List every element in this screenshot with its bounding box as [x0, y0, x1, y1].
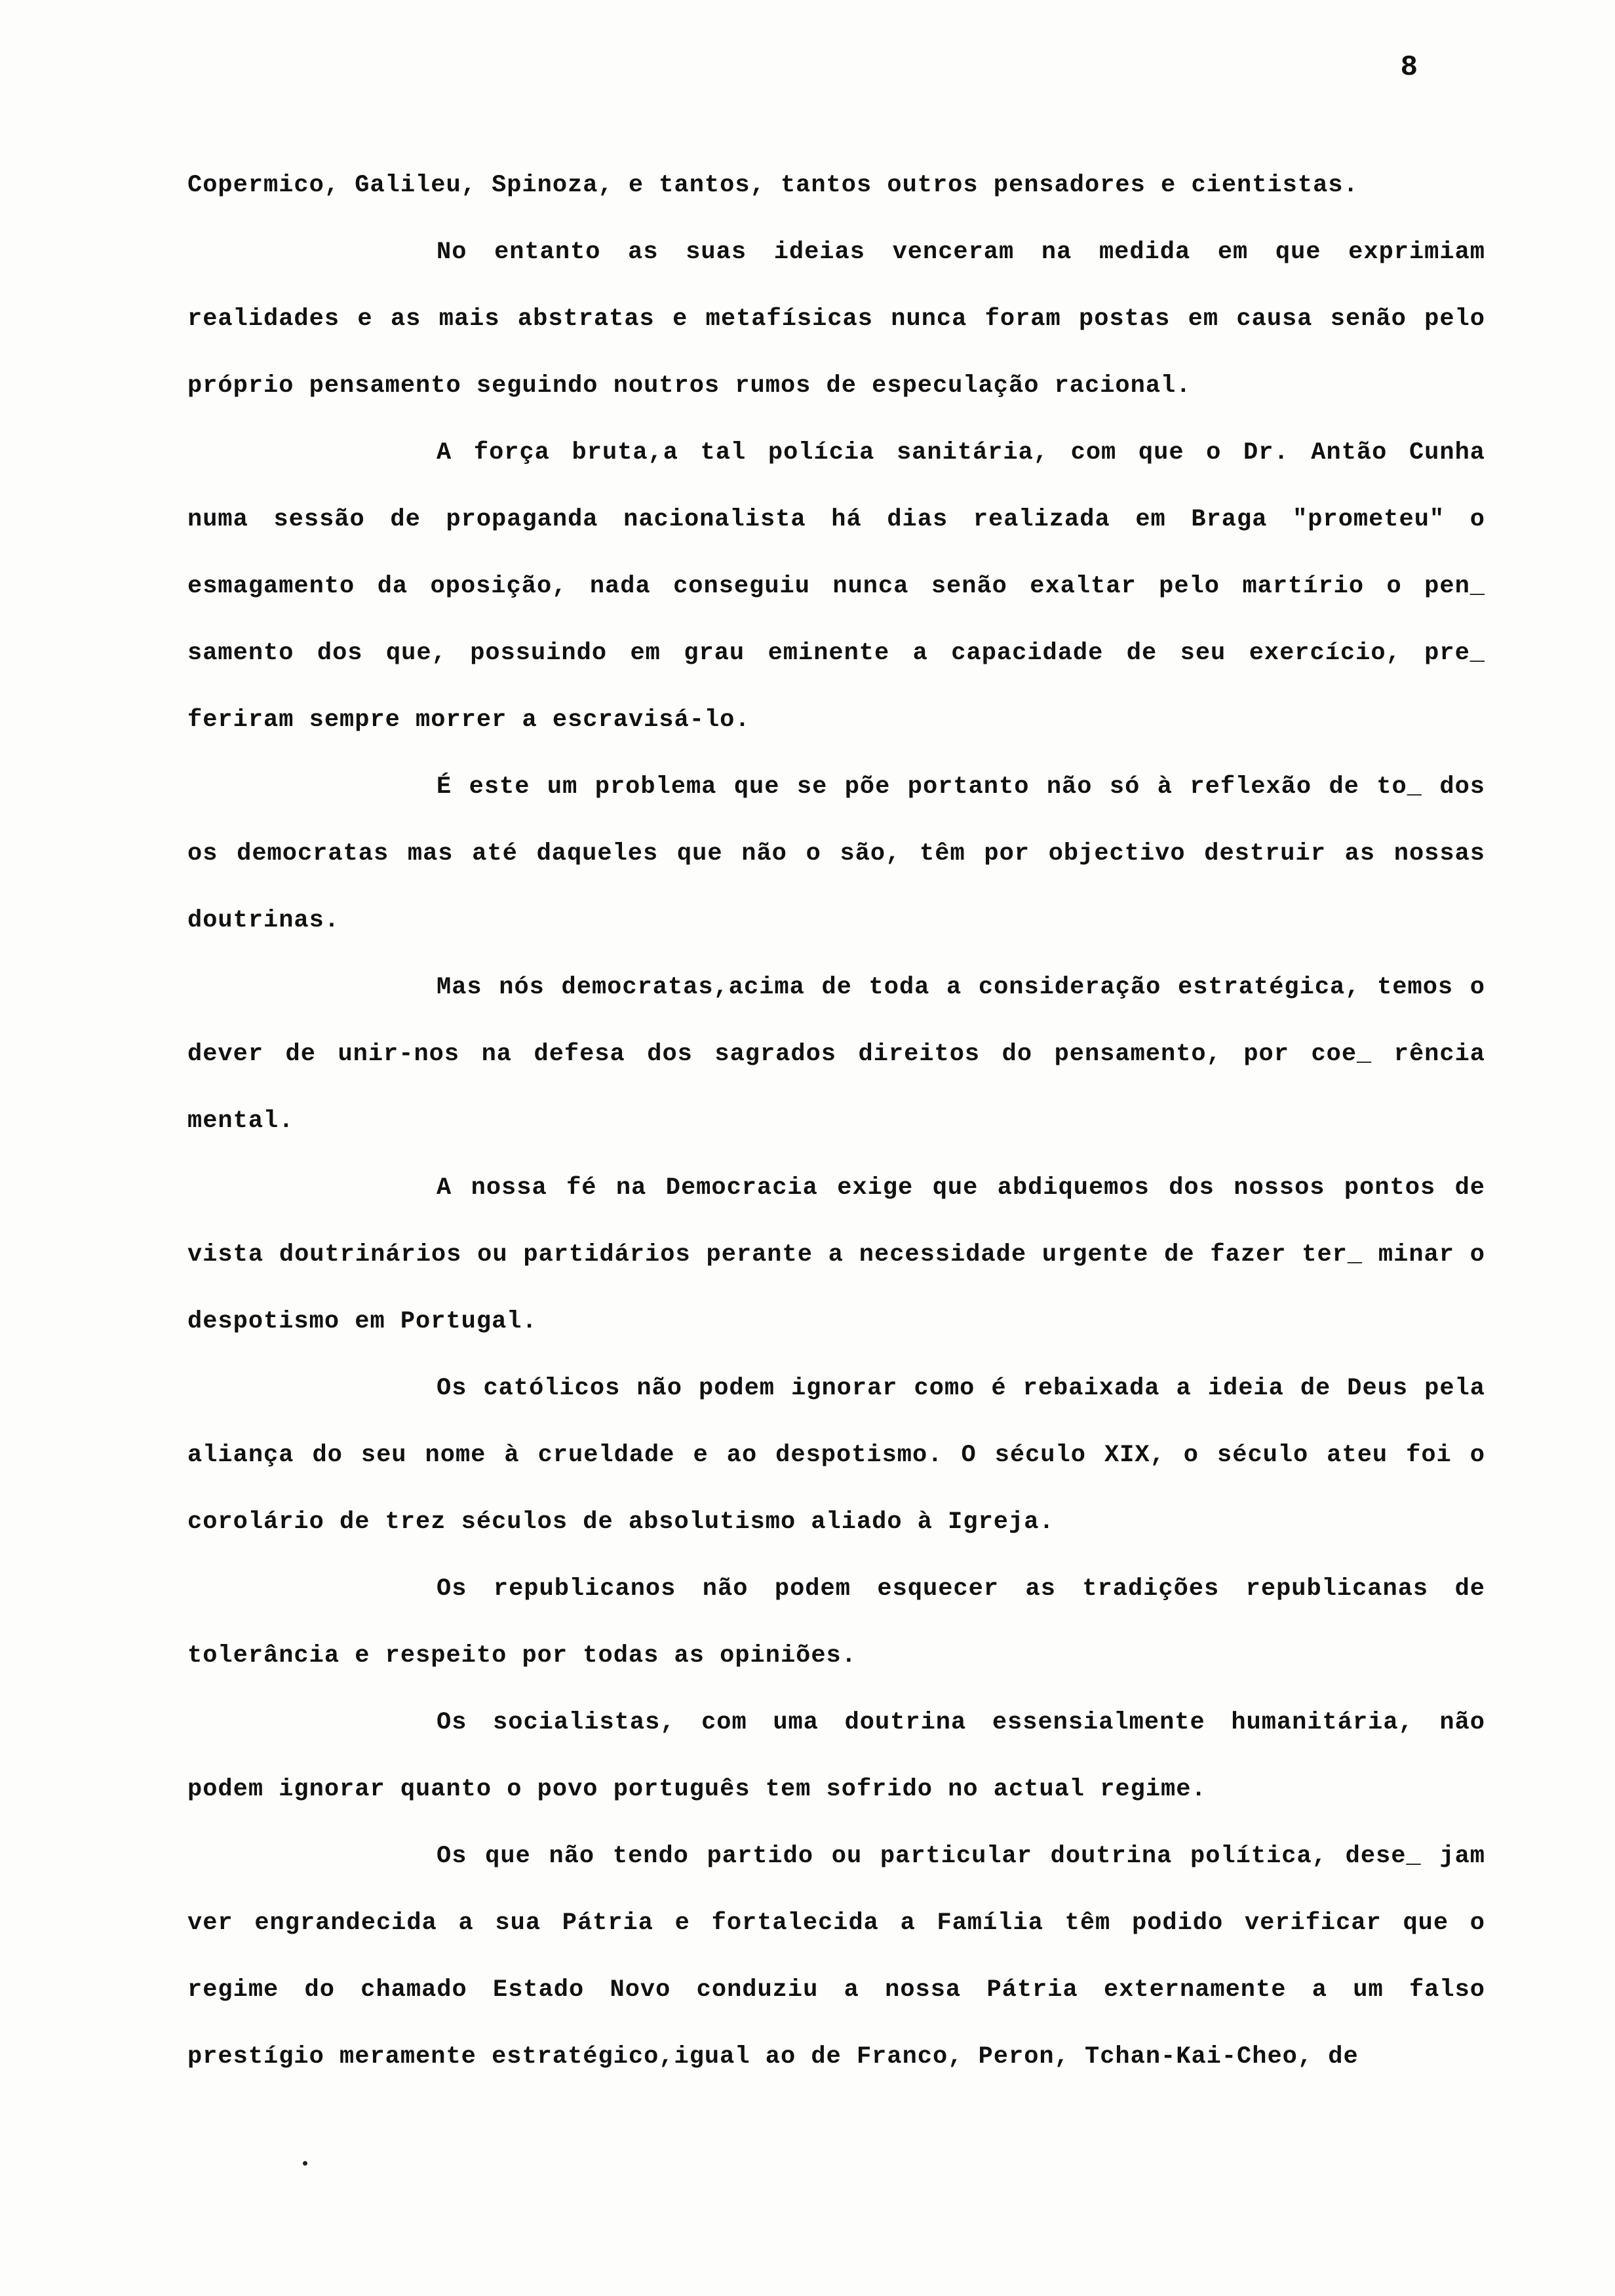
paragraph: Os socialistas, com uma doutrina essensialmente humanitária, não podem ignorar quanto o povo português tem sofrido no actual regime.	[187, 1709, 1485, 1803]
document-body	[187, 152, 1485, 2090]
paragraph: Os republicanos não podem esquecer as tradições republicanas de tolerância e respeito por todas as opiniões.	[187, 1575, 1485, 1670]
paragraph: Copermico, Galileu, Spinoza, e tantos, tantos outros pensadores e cientistas.	[187, 172, 1359, 199]
paragraph: Os que não tendo partido ou particular doutrina política, dese_ jam ver engrandecida a sua Pátria e fortalecida a Família têm podido verificar que o regime do chamado Estado Novo conduziu a nossa Pátria externamente a um falso prestígio meramente estratégico,igual ao de Franco, Peron, Tchan-Kai-Cheo, de	[187, 1843, 1485, 2071]
paragraph: Os católicos não podem ignorar como é rebaixada a ideia de Deus pela aliança do seu nome à crueldade e ao despotismo. O século XIX, o século ateu foi o corolário de trez séculos de absolutismo aliado à Igreja.	[187, 1375, 1485, 1536]
paragraph: É este um problema que se põe portanto não só à reflexão de to_ dos os democratas mas até daqueles que não o são, têm por objectivo destruir as nossas doutrinas.	[187, 773, 1485, 934]
page-number: 8	[1400, 51, 1418, 84]
paragraph: A nossa fé na Democracia exige que abdiquemos dos nossos pontos de vista doutrinários ou partidários perante a necessidade urgente de fazer ter_ minar o despotismo em Portugal.	[187, 1174, 1485, 1335]
paragraph: No entanto as suas ideias venceram na medida em que exprimiam realidades e as mais abstratas e metafísicas nunca foram postas em causa senão pelo próprio pensamento seguindo noutros rumos de especulação racional.	[187, 239, 1485, 400]
ink-dot	[303, 2161, 307, 2166]
paragraph: A força bruta,a tal polícia sanitária, com que o Dr. Antão Cunha numa sessão de propaganda nacionalista há dias realizada em Braga "prometeu" o esmagamento da oposição, nada conseguiu nunca senão exaltar pelo martírio o pen_ samento dos que, possuindo em grau eminente a capacidade de seu exercício, pre_ feriram sempre morrer a escravisá-lo.	[187, 439, 1485, 734]
paragraph: Mas nós democratas,acima de toda a consideração estratégica, temos o dever de unir-nos na defesa dos sagrados direitos do pensamento, por coe_ rência mental.	[187, 974, 1485, 1135]
